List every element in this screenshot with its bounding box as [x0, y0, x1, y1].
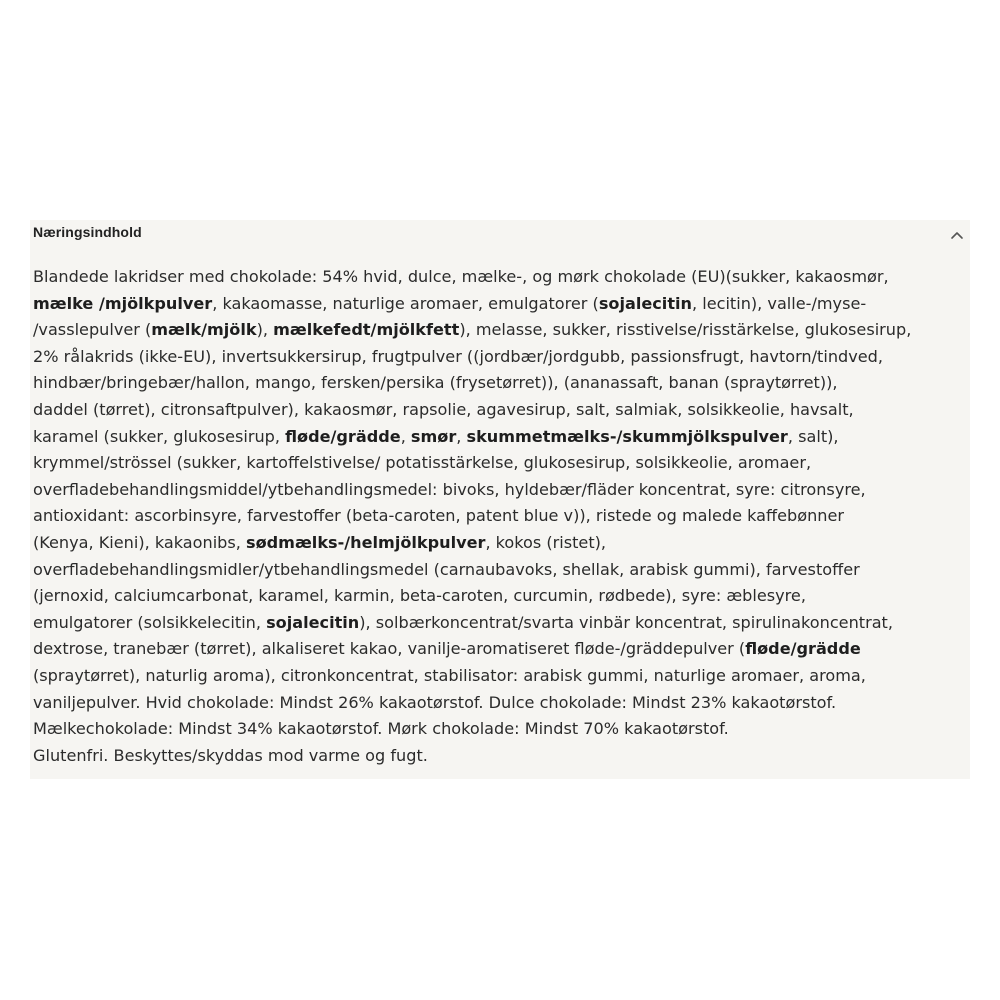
- ingredient-text: overfladebehandlingsmidler/ytbehandlingsmedel (carnaubavoks, shellak, arabisk gummi), farvestoffer: [33, 559, 860, 579]
- ingredient-text: emulgatorer (solsikkelecitin,: [33, 612, 267, 632]
- section-title: Næringsindhold: [33, 224, 142, 240]
- allergen-text: skummetmælks-/skummjölkspulver: [466, 426, 788, 446]
- ingredient-text: , kakaomasse, naturlige aromaer, emulgatorer (: [212, 293, 599, 313]
- allergen-text: smør: [410, 426, 457, 446]
- allergen-text: fløde/grädde: [285, 426, 401, 446]
- allergen-text: mælkefedt/mjölkfett: [273, 320, 460, 340]
- allergen-text: sødmælks-/helmjölkpulver: [246, 532, 486, 552]
- ingredient-text: ), melasse, sukker, risstivelse/risstärkelse, glukosesirup,: [459, 320, 912, 340]
- ingredients-line: [33, 291, 965, 318]
- allergen-text: mælke /mjölkpulver: [33, 293, 213, 313]
- ingredient-text: karamel (sukker, glukosesirup,: [33, 426, 286, 446]
- ingredient-text: , lecitin), valle-/myse-: [692, 293, 867, 313]
- ingredients-line: [33, 716, 965, 743]
- ingredient-text: Blandede lakridser med chokolade: 54% hvid, dulce, mælke-, og mørk chokolade (EU)(sukker, kakaosmør,: [33, 267, 889, 286]
- ingredients-line: [33, 317, 965, 344]
- ingredient-text: vaniljepulver. Hvid chokolade: Mindst 26% kakaotørstof. Dulce chokolade: Mindst 23% kakaotørstof.: [33, 692, 837, 712]
- ingredient-text: Mælkechokolade: Mindst 34% kakaotørstof. Mørk chokolade: Mindst 70% kakaotørstof.: [33, 719, 729, 739]
- ingredient-text: , kokos (ristet),: [485, 532, 607, 552]
- ingredients-line: [33, 557, 965, 584]
- nutrition-accordion: [30, 220, 970, 779]
- allergen-text: sojalecitin: [598, 293, 692, 313]
- accordion-header[interactable]: [30, 220, 970, 248]
- ingredients-line: [33, 450, 965, 477]
- ingredients-line: [33, 477, 965, 504]
- chevron-up-icon[interactable]: [950, 228, 964, 242]
- ingredient-text: ,: [400, 426, 411, 446]
- ingredients-line: [33, 636, 965, 663]
- ingredient-text: dextrose, tranebær (tørret), alkaliseret kakao, vanilje-aromatiseret fløde-/gräddepulver (: [33, 639, 746, 659]
- ingredients-line: [33, 397, 965, 424]
- ingredients-line: [33, 344, 965, 371]
- allergen-text: mælk/mjölk: [151, 320, 257, 340]
- ingredient-text: Glutenfri. Beskyttes/skyddas mod varme og fugt.: [33, 745, 428, 765]
- ingredient-text: /vasslepulver (: [33, 320, 152, 340]
- ingredient-text: 2% rålakrids (ikke-EU), invertsukkersirup, frugtpulver ((jordbær/jordgubb, passionsfrugt, havtorn/tindved,: [33, 346, 884, 366]
- ingredients-line: [33, 583, 965, 610]
- ingredients-line: [33, 610, 965, 637]
- ingredients-line: [33, 264, 965, 291]
- ingredient-text: (Kenya, Kieni), kakaonibs,: [33, 532, 247, 552]
- ingredient-text: hindbær/bringebær/hallon, mango, fersken/persika (frysetørret)), (ananassaft, banan (spraytørret)),: [33, 373, 838, 393]
- ingredient-text: overfladebehandlingsmiddel/ytbehandlingsmedel: bivoks, hyldebær/fläder koncentrat, syre: citronsyre,: [33, 479, 866, 499]
- ingredient-text: daddel (tørret), citronsaftpulver), kakaosmør, rapsolie, agavesirup, salt, salmiak, solsikkeolie, havsalt,: [33, 399, 854, 419]
- allergen-text: fløde/grädde: [745, 639, 861, 659]
- ingredients-line: [33, 743, 965, 770]
- ingredient-text: , salt),: [787, 426, 839, 446]
- ingredient-text: ),: [256, 320, 274, 340]
- ingredient-text: antioxidant: ascorbinsyre, farvestoffer (beta-caroten, patent blue v)), ristede og malede kaffebønner: [33, 506, 844, 526]
- ingredients-line: [33, 530, 965, 557]
- ingredients-line: [33, 690, 965, 717]
- allergen-text: sojalecitin: [266, 612, 360, 632]
- ingredients-line: [33, 370, 965, 397]
- ingredients-line: [33, 663, 965, 690]
- ingredient-text: (jernoxid, calciumcarbonat, karamel, karmin, beta-caroten, curcumin, rødbede), syre: æblesyre,: [33, 586, 806, 606]
- ingredient-text: (spraytørret), naturlig aroma), citronkoncentrat, stabilisator: arabisk gummi, naturlige aromaer, aroma,: [33, 665, 866, 685]
- ingredients-line: [33, 503, 965, 530]
- ingredients-text: [33, 264, 965, 769]
- ingredients-line: [33, 424, 965, 451]
- ingredient-text: ), solbærkoncentrat/svarta vinbär koncentrat, spirulinakoncentrat,: [359, 612, 893, 632]
- ingredient-text: krymmel/strössel (sukker, kartoffelstivelse/ potatisstärkelse, glukosesirup, solsikkeolie, aromaer,: [33, 453, 812, 473]
- ingredient-text: ,: [456, 426, 467, 446]
